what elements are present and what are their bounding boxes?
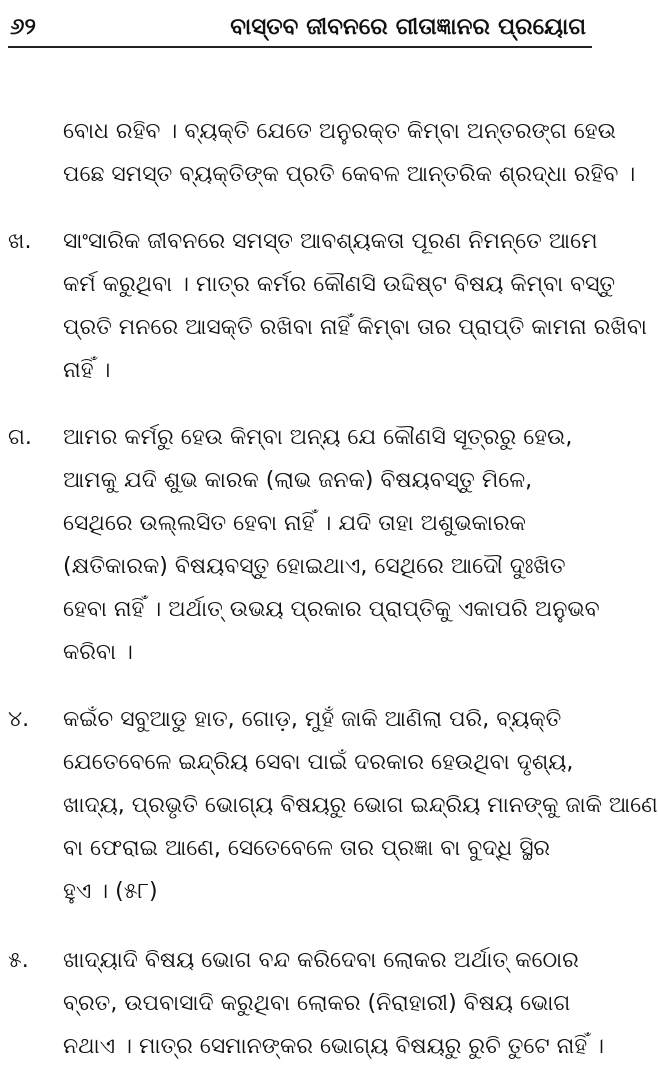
text-line: ଯେତେବେଳେ ଇନ୍ଦ୍ରିୟ ସେବା ପାଇଁ ଦରକାର ହେଉଥିବା ଦୃଶ୍ୟ, [63,750,574,775]
text-line: ନଥାଏ । ମାତ୍ର ସେମାନଙ୍କର ଭୋଗ୍ୟ ବିଷୟରୁ ରୁଚି ତୁଟେ ନାହିଁ । [63,1034,605,1059]
text-line: ବୋଧ ରହିବ । ବ୍ୟକ୍ତି ଯେତେ ଅନୁରକ୍ତ କିମ୍ବା ଅନ୍ତରଙ୍ଗ ହେଉ [63,119,616,144]
text-line: ବା ଫେରାଇ ଆଣେ, ସେତେବେଳେ ତାର ପ୍ରଜ୍ଞା ବା ବୁଦ୍ଧି ସ୍ଥିର [63,836,551,861]
text-line: ନାହିଁ । [63,358,111,383]
text-line: ଖାଦ୍ୟ, ପ୍ରଭୃତି ଭୋଗ୍ୟ ବିଷୟରୁ ଭୋଗ ଇନ୍ଦ୍ରିୟ ମାନଙ୍କୁ ଜାକି ଆଣେ [63,793,658,818]
text-line: କରିବା । [63,640,133,665]
item-marker: ୪. [8,707,30,732]
page-body [8,110,658,1068]
text-line: ବ୍ରତ, ଉପବାସାଦି କରୁଥିବା ଲୋକର (ନିରାହାରୀ) ବିଷୟ ଭୋଗ [63,991,571,1016]
page-header [8,6,592,48]
list-item-ga [8,416,600,674]
text-line: ପ୍ରତି ମନରେ ଆସକ୍ତି ରଖିବା ନାହିଁ କିମ୍ବା ତାର ପ୍ରାପ୍ତି କାମନା ରଖିବା [63,315,647,340]
text-line: କର୍ମ କରୁଥିବା । ମାତ୍ର କର୍ମର କୌଣସି ଉଦ୍ଦିଷ୍ଟ ବିଷୟ କିମ୍ବା ବସ୍ତୁ [63,272,616,297]
intro-paragraph [8,110,636,196]
text-line: ଖାଦ୍ୟାଦି ବିଷୟ ଭୋଗ ବନ୍ଦ କରିଦେବା ଲୋକର ଅର୍ଥାତ୍ କଠୋର [63,948,579,973]
running-title: ବାସ୍ତବ ଜୀବନରେ ଗୀତାଜ୍ଞାନର ପ୍ରୟୋଗ [230,14,586,40]
text-line: ପଛେ ସମସ୍ତ ବ୍ୟକ୍ତିଙ୍କ ପ୍ରତି କେବଳ ଆନ୍ତରିକ ଶ୍ରଦ୍ଧା ରହିବ । [63,162,636,187]
page-number: ୬୨ [10,14,36,40]
text-line: ଆମର କର୍ମରୁ ହେଉ କିମ୍ବା ଅନ୍ୟ ଯେ କୌଣସି ସୂତ୍ରରୁ ହେଉ, [63,425,573,450]
text-line: ହୁଏ । (୫୮) [63,879,158,904]
text-line: (କ୍ଷତିକାରକ) ବିଷୟବସ୍ତୁ ହୋଇଥାଏ, ସେଥିରେ ଆଦୌ ଦୁଃଖିତ [63,554,566,579]
text-line: କଇଁଚ ସବୁଆଡୁ ହାତ, ଗୋଡ଼, ମୁହଁ ଜାକି ଆଣିଲା ପରି, ବ୍ୟକ୍ତି [63,707,562,732]
item-marker: ଗ. [8,425,32,450]
text-line: ସେଥିରେ ଉଲ୍ଲସିତ ହେବା ନାହିଁ । ଯଦି ତାହା ଅଶୁଭକାରକ [63,511,526,536]
list-item-5 [8,939,605,1068]
text-line: ସାଂସାରିକ ଜୀବନରେ ସମସ୍ତ ଆବଶ୍ୟକତା ପୂରଣ ନିମନ୍ତେ ଆମେ [63,229,598,254]
item-marker: ୫. [8,948,29,973]
list-item-4 [8,698,658,913]
text-line: ଆମକୁ ଯଦି ଶୁଭ କାରକ (ଲାଭ ଜନକ) ବିଷୟବସ୍ତୁ ମିଳେ, [63,468,533,493]
item-marker: ଖ. [8,229,32,254]
list-item-kha [8,220,647,392]
text-line: ହେବା ନାହିଁ । ଅର୍ଥାତ୍ ଉଭୟ ପ୍ରକାର ପ୍ରାପ୍ତିକୁ ଏକାପରି ଅନୁଭବ [63,597,600,622]
